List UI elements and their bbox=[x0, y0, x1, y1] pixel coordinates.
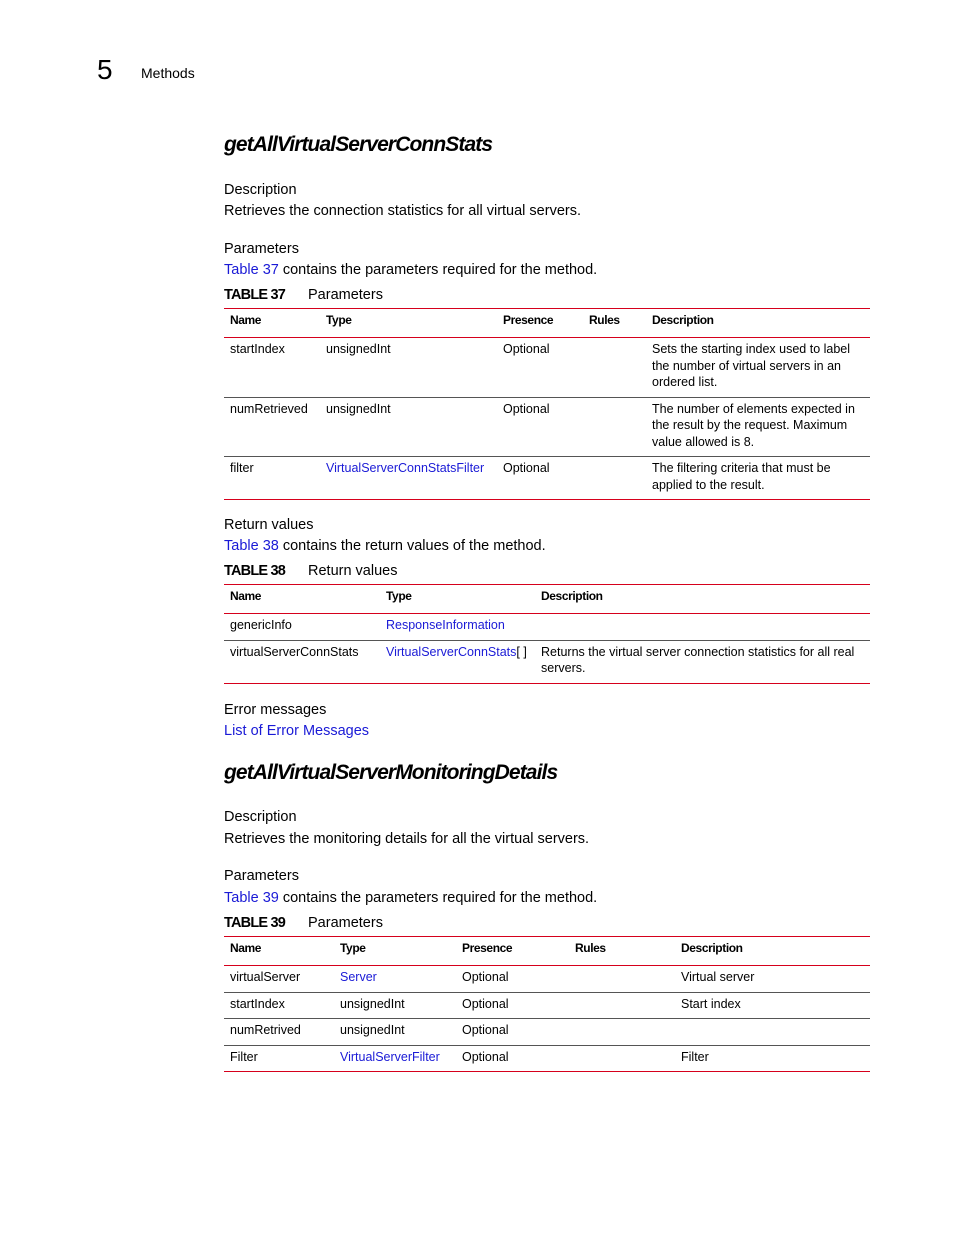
param-type: unsignedInt bbox=[320, 397, 497, 457]
param-name: startIndex bbox=[224, 338, 320, 398]
table-39-link[interactable]: Table 39 bbox=[224, 890, 279, 906]
parameters-intro-text: contains the parameters required for the method. bbox=[278, 262, 598, 278]
table-row bbox=[224, 397, 870, 457]
param-description: The filtering criteria that must be applied to the result. bbox=[646, 457, 870, 500]
column-header: Type bbox=[320, 309, 497, 338]
table-row bbox=[224, 640, 870, 683]
method-title-conn-stats: getAllVirtualServerConnStats bbox=[224, 133, 493, 156]
table-row bbox=[224, 614, 870, 641]
param-name: numRetrieved bbox=[224, 397, 320, 457]
param-type: unsignedInt bbox=[334, 1019, 456, 1046]
table-38-number: TABLE 38 bbox=[224, 563, 286, 579]
param-presence: Optional bbox=[497, 397, 583, 457]
parameters-intro-text: contains the parameters required for the method. bbox=[278, 890, 598, 906]
table-38-title: Return values bbox=[308, 563, 398, 579]
table-39 bbox=[224, 936, 870, 1072]
error-messages-link-line bbox=[224, 722, 870, 740]
return-type-cell bbox=[380, 640, 535, 683]
description-text: Retrieves the monitoring details for all the virtual servers. bbox=[224, 831, 590, 847]
table-row bbox=[224, 338, 870, 398]
error-messages-link[interactable]: List of Error Messages bbox=[224, 723, 370, 739]
param-type: unsignedInt bbox=[320, 338, 497, 398]
return-description bbox=[535, 614, 870, 641]
column-header: Description bbox=[646, 309, 870, 338]
param-presence: Optional bbox=[497, 457, 583, 500]
column-header: Name bbox=[224, 585, 380, 614]
param-rules bbox=[583, 397, 646, 457]
return-values-intro-text: contains the return values of the method. bbox=[278, 538, 546, 554]
param-type-link[interactable]: VirtualServerConnStatsFilter bbox=[326, 461, 485, 475]
param-type-link[interactable]: Server bbox=[340, 970, 377, 984]
param-type-cell bbox=[334, 1045, 456, 1072]
table-37 bbox=[224, 308, 870, 500]
description-heading: Description bbox=[224, 809, 297, 825]
column-header: Description bbox=[535, 585, 870, 614]
return-name: virtualServerConnStats bbox=[224, 640, 380, 683]
param-presence: Optional bbox=[456, 992, 569, 1019]
parameters-intro bbox=[224, 261, 870, 279]
param-description: Start index bbox=[675, 992, 870, 1019]
param-type-cell bbox=[334, 966, 456, 993]
param-presence: Optional bbox=[456, 1019, 569, 1046]
return-type-cell bbox=[380, 614, 535, 641]
param-description: Sets the starting index used to label the number of virtual servers in an ordered list. bbox=[646, 338, 870, 398]
return-type-link[interactable]: VirtualServerConnStats bbox=[386, 644, 517, 659]
column-header: Type bbox=[380, 585, 535, 614]
table-38-link[interactable]: Table 38 bbox=[224, 538, 279, 554]
param-description: Filter bbox=[675, 1045, 870, 1072]
table-row bbox=[224, 457, 870, 500]
chapter-number: 5 bbox=[97, 54, 113, 85]
table-row bbox=[224, 1045, 870, 1072]
param-presence: Optional bbox=[497, 338, 583, 398]
param-type: unsignedInt bbox=[334, 992, 456, 1019]
return-values-intro bbox=[224, 537, 870, 555]
return-type-suffix: [ ] bbox=[516, 644, 527, 659]
table-38 bbox=[224, 584, 870, 684]
return-description: Returns the virtual server connection statistics for all real servers. bbox=[535, 640, 870, 683]
column-header: Name bbox=[224, 309, 320, 338]
column-header: Description bbox=[675, 937, 870, 966]
table-37-link[interactable]: Table 37 bbox=[224, 262, 279, 278]
table-38-caption bbox=[224, 562, 870, 580]
chapter-title: Methods bbox=[141, 65, 195, 81]
param-name: numRetrived bbox=[224, 1019, 334, 1046]
param-rules bbox=[583, 457, 646, 500]
return-values-heading: Return values bbox=[224, 517, 314, 533]
param-name: filter bbox=[224, 457, 320, 500]
return-name: genericInfo bbox=[224, 614, 380, 641]
param-presence: Optional bbox=[456, 966, 569, 993]
table-37-title: Parameters bbox=[308, 287, 383, 303]
table-37-number: TABLE 37 bbox=[224, 287, 286, 303]
parameters-heading: Parameters bbox=[224, 868, 299, 884]
column-header: Rules bbox=[583, 309, 646, 338]
table-39-caption bbox=[224, 914, 870, 932]
table-row bbox=[224, 966, 870, 993]
column-header: Presence bbox=[497, 309, 583, 338]
column-header: Presence bbox=[456, 937, 569, 966]
param-rules bbox=[569, 966, 675, 993]
error-messages-heading: Error messages bbox=[224, 702, 327, 718]
param-type-cell bbox=[320, 457, 497, 500]
description-text: Retrieves the connection statistics for all virtual servers. bbox=[224, 203, 581, 219]
method-title-monitoring-details: getAllVirtualServerMonitoringDetails bbox=[224, 761, 558, 784]
param-rules bbox=[569, 1045, 675, 1072]
return-type-link[interactable]: ResponseInformation bbox=[386, 618, 505, 632]
table-39-number: TABLE 39 bbox=[224, 915, 286, 931]
param-name: virtualServer bbox=[224, 966, 334, 993]
param-name: startIndex bbox=[224, 992, 334, 1019]
param-name: Filter bbox=[224, 1045, 334, 1072]
param-description: Virtual server bbox=[675, 966, 870, 993]
description-heading: Description bbox=[224, 182, 297, 198]
parameters-heading: Parameters bbox=[224, 241, 299, 257]
param-rules bbox=[569, 992, 675, 1019]
param-description: The number of elements expected in the result by the request. Maximum value allowed is 8. bbox=[646, 397, 870, 457]
table-39-title: Parameters bbox=[308, 915, 383, 931]
parameters-intro bbox=[224, 889, 870, 907]
table-37-caption bbox=[224, 286, 870, 304]
param-type-link[interactable]: VirtualServerFilter bbox=[340, 1049, 440, 1064]
param-rules bbox=[569, 1019, 675, 1046]
param-rules bbox=[583, 338, 646, 398]
column-header: Rules bbox=[569, 937, 675, 966]
param-presence: Optional bbox=[456, 1045, 569, 1072]
table-row bbox=[224, 1019, 870, 1046]
column-header: Type bbox=[334, 937, 456, 966]
column-header: Name bbox=[224, 937, 334, 966]
table-row bbox=[224, 992, 870, 1019]
param-description bbox=[675, 1019, 870, 1046]
